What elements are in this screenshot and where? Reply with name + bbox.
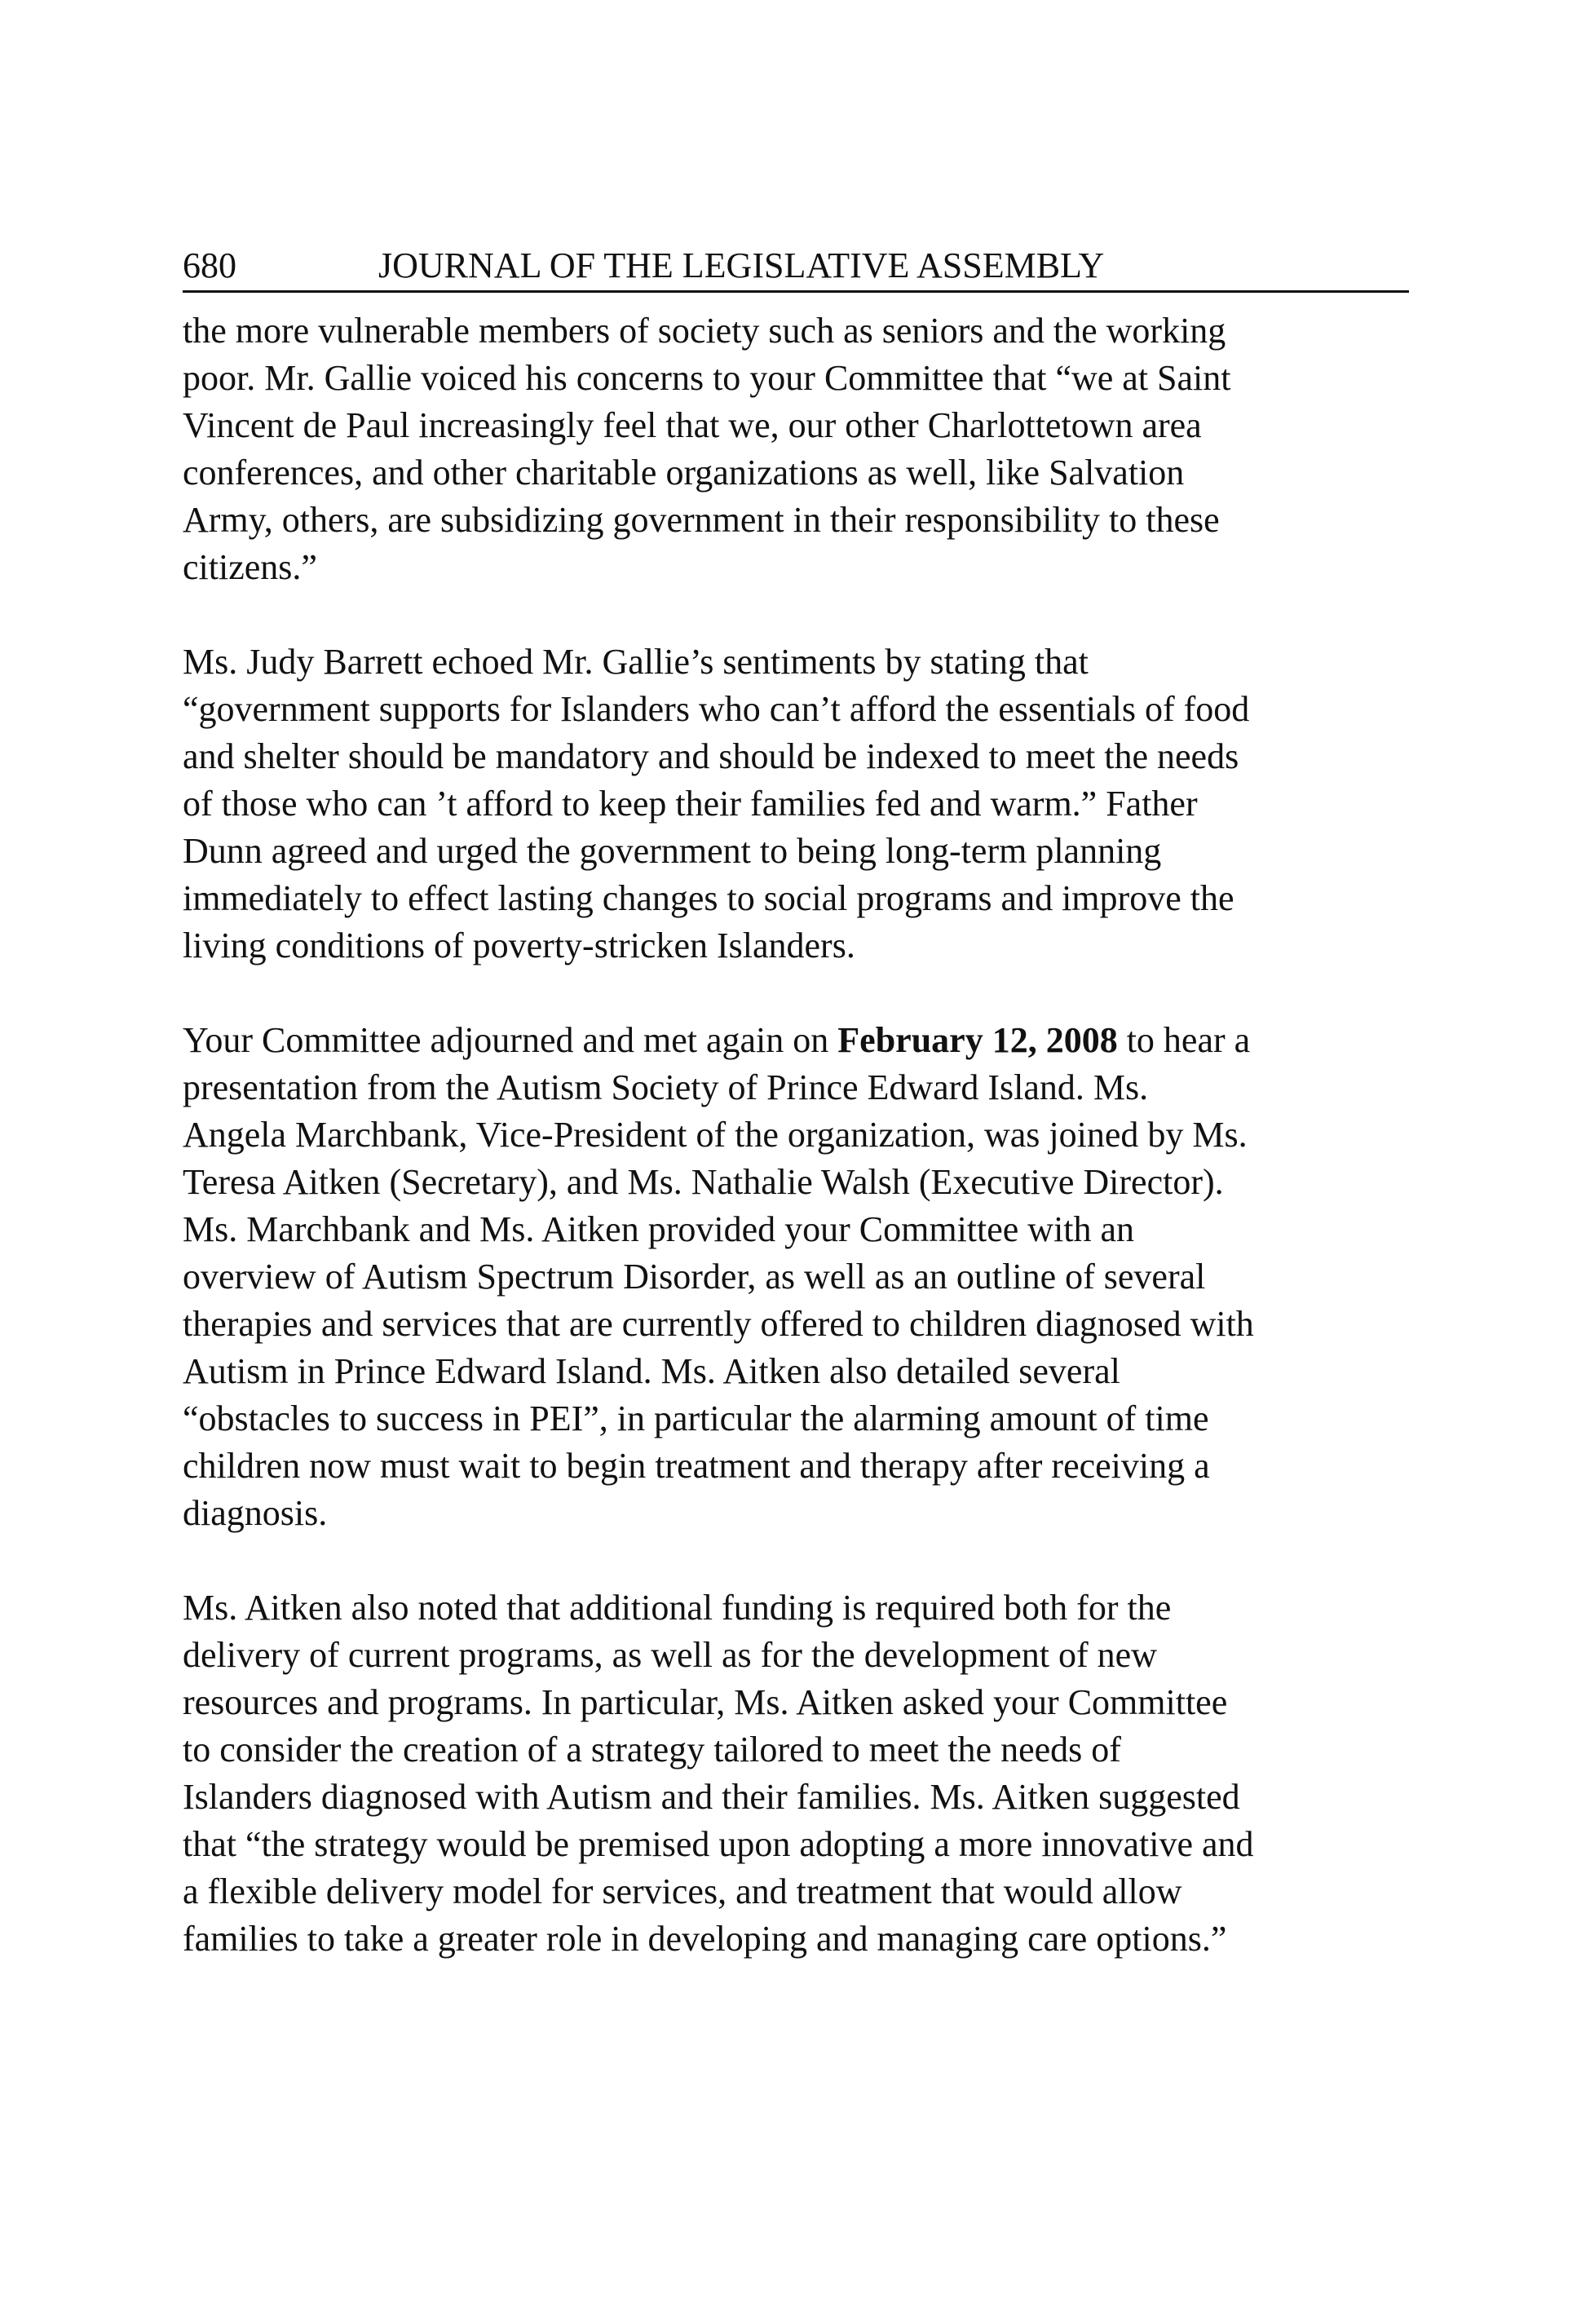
- paragraph-3-lead: Your Committee adjourned and met again on: [183, 1020, 838, 1060]
- paragraph-3: [183, 1017, 1409, 1537]
- paragraph-1: the more vulnerable members of society such as seniors and the working poor. Mr. Gallie voiced his concerns to your Committee that “we at Saint Vincent de Paul increasingly feel that we, our other Charlottetown area conferences, and other charitable organizations as well, like Salvation Army, others, are subsidizing government in their responsibility to these citizens.”: [183, 311, 1231, 587]
- document-page: [183, 245, 1409, 2010]
- body-text: [183, 307, 1409, 1963]
- paragraph-4: Ms. Aitken also noted that additional funding is required both for the delivery of current programs, as well as for the development of new resources and programs. In particular, Ms. Aitken asked your Committee to consider the creation of a strategy tailored to meet the needs of Islanders diagnosed with Autism and their families. Ms. Aitken suggested that “the strategy would be premised upon adopting a more innovative and a flexible delivery model for services, and treatment that would allow families to take a greater role in developing and managing care options.”: [183, 1588, 1254, 1959]
- paragraph-2: Ms. Judy Barrett echoed Mr. Gallie’s sentiments by stating that “government supports for Islanders who can’t afford the essentials of food and shelter should be mandatory and should be indexed to meet the needs of those who can ’t afford to keep their families fed and warm.” Father Dunn agreed and urged the government to being long-term planning immediately to effect lasting changes to social programs and improve the living conditions of poverty-stricken Islanders.: [183, 642, 1250, 965]
- running-header: [183, 245, 1409, 293]
- journal-title: JOURNAL OF THE LEGISLATIVE ASSEMBLY: [378, 245, 1105, 285]
- page-number: 680: [183, 245, 236, 285]
- paragraph-3-rest: to hear a presentation from the Autism Society of Prince Edward Island. Ms. Angela Marchbank, Vice-President of the organization, was joined by Ms. Teresa Aitken (Secretary), and Ms. Nathalie Walsh (Executive Director). Ms. Marchbank and Ms. Aitken provided your Committee with an overview of Autism Spectrum Disorder, as well as an outline of several therapies and services that are currently offered to children diagnosed with Autism in Prince Edward Island. Ms. Aitken also detailed several “obstacles to success in PEI”, in particular the alarming amount of time children now must wait to begin treatment and therapy after receiving a diagnosis.: [183, 1020, 1254, 1533]
- meeting-date: February 12, 2008: [837, 1020, 1118, 1060]
